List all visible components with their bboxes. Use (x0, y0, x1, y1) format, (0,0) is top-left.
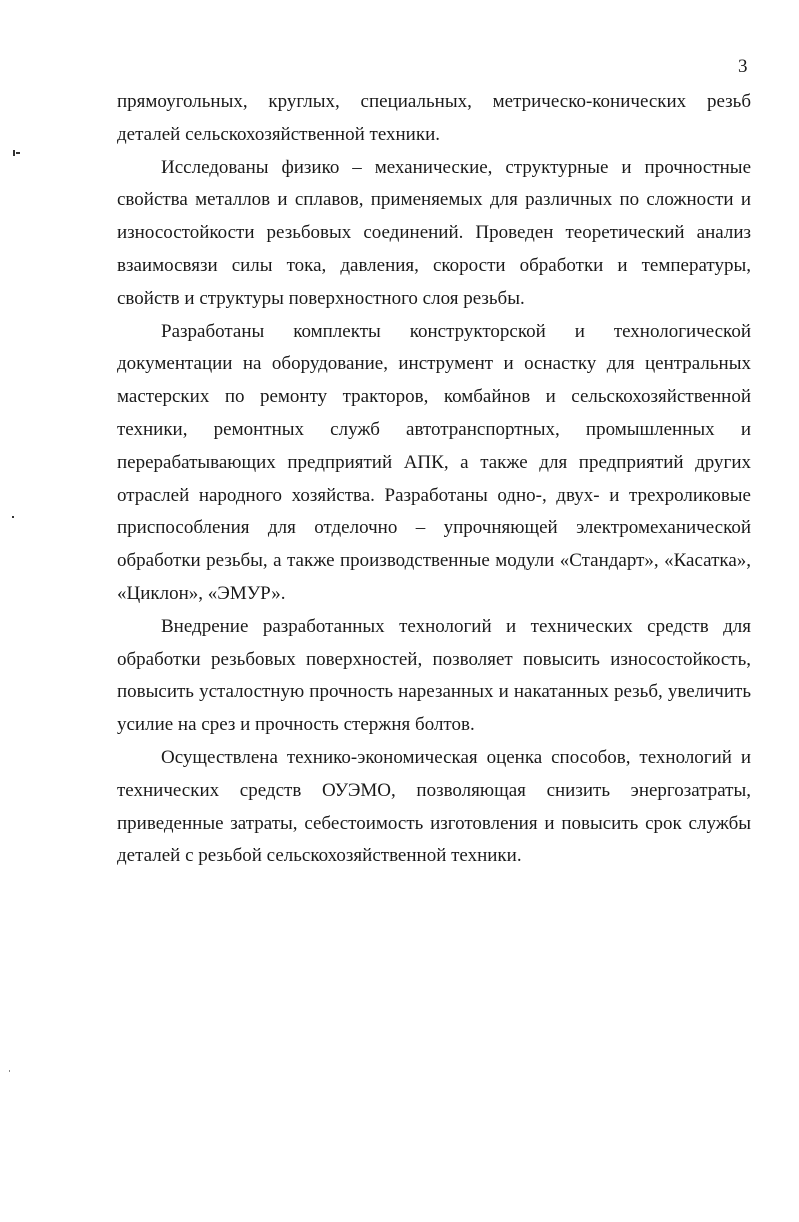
scan-artifact (13, 150, 15, 156)
paragraph-economic-assessment: Осуществлена технико-экономическая оценка способов, технологий и технических средств ОУЭМО, позволяющая снизить энергозатраты, приведенные затраты, себестоимость изготовления и повысить срок службы деталей с резьбой сельскохозяйственной техники. (117, 746, 751, 867)
document-body (117, 86, 751, 873)
paragraph-implementation: Внедрение разработанных технологий и технических средств для обработки резьбовых поверхностей, позволяет повысить износостойкость, повысить усталостную прочность нарезанных и накатанных резьб, увеличить усилие на срез и прочность стержня болтов. (117, 615, 751, 736)
paragraph-continuation: прямоугольных, круглых, специальных, метрическо-конических резьб деталей сельскохозяйственной техники. (117, 91, 751, 145)
scan-artifact (9, 1070, 10, 1072)
scan-artifact (12, 516, 14, 518)
page-number: 3 (738, 56, 748, 77)
paragraph-research: Исследованы физико – механические, структурные и прочностные свойства металлов и сплавов, применяемых для различных по сложности и износостойкости резьбовых соединений. Проведен теоретический анализ взаимосвязи силы тока, давления, скорости обработки и температуры, свойств и структуры поверхностного слоя резьбы. (117, 156, 751, 309)
scan-artifact (16, 152, 20, 154)
paragraph-documentation: Разработаны комплекты конструкторской и технологической документации на оборудование, инструмент и оснастку для центральных мастерских по ремонту тракторов, комбайнов и сельскохозяйственной техники, ремонтных служб автотранспортных, промышленных и перерабатывающих предприятий АПК, а также для предприятий других отраслей народного хозяйства. Разработаны одно-, двух- и трехроликовые приспособления для отделочно – упрочняющей электромеханической обработки резьбы, а также производственные модули «Стандарт», «Касатка», «Циклон», «ЭМУР». (117, 320, 751, 604)
